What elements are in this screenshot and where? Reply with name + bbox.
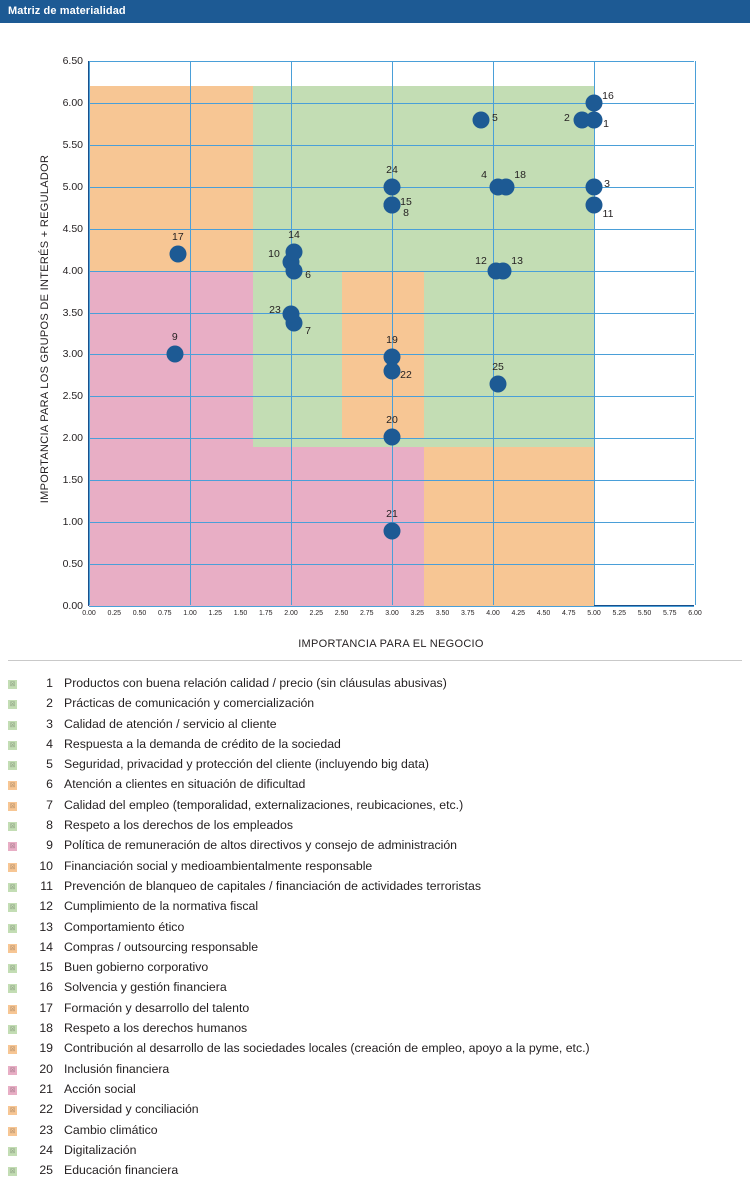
x-tick-label: 2.25: [309, 610, 324, 617]
gridline-vertical: [594, 61, 595, 605]
y-tick-label: 1.00: [62, 516, 83, 529]
legend-item-label: Digitalización: [64, 1142, 137, 1157]
x-tick-label: 1.50: [233, 610, 248, 617]
legend-item-number: 15: [39, 960, 53, 975]
data-point-label: 23: [269, 304, 281, 317]
legend-item-label: Diversidad y conciliación: [64, 1102, 199, 1117]
y-tick-label: 0.50: [62, 558, 83, 571]
data-point-label: 7: [305, 324, 311, 337]
legend-item: [8, 940, 742, 960]
legend-color-swatch-icon: ⊠: [9, 701, 16, 709]
legend-item-number: 13: [39, 919, 53, 934]
data-point[interactable]: [384, 522, 401, 539]
legend-color-swatch-icon: ⊠: [9, 1026, 16, 1034]
legend-color-swatch-icon: ⊠: [9, 965, 16, 973]
data-point-label: 10: [268, 248, 280, 261]
x-tick-label: 3.75: [460, 610, 475, 617]
x-tick-label: 2.50: [334, 610, 349, 617]
data-point[interactable]: [384, 428, 401, 445]
legend-item: [8, 1163, 742, 1183]
legend-item-number: 24: [39, 1142, 53, 1157]
y-tick-label: 6.00: [62, 96, 83, 109]
legend-item-label: Prácticas de comunicación y comercialización: [64, 696, 315, 711]
legend-item: [8, 1082, 742, 1102]
legend-item: [8, 717, 742, 737]
data-point-label: 19: [386, 333, 398, 346]
x-tick-label: 3.25: [410, 610, 425, 617]
legend-color-swatch-icon: ⊠: [9, 1046, 16, 1054]
legend-item: [8, 838, 742, 858]
legend-item: [8, 777, 742, 797]
data-point[interactable]: [586, 178, 603, 195]
legend-color-swatch-icon: ⊠: [9, 681, 16, 688]
data-point-label: 12: [475, 254, 487, 267]
data-point[interactable]: [498, 178, 515, 195]
legend-item-label: Prevención de blanqueo de capitales / financiación de actividades terroristas: [64, 878, 481, 893]
legend-item-label: Seguridad, privacidad y protección del cliente (incluyendo big data): [64, 757, 430, 772]
data-point-label: 11: [602, 208, 614, 221]
y-tick-label: 5.00: [62, 180, 83, 193]
y-tick-label: 2.50: [62, 390, 83, 403]
legend-list: [8, 676, 742, 1183]
legend-item-label: Respuesta a la demanda de crédito de la sociedad: [64, 736, 341, 751]
legend-item-label: Atención a clientes en situación de dificultad: [64, 777, 306, 792]
zone-orange-left: [89, 86, 253, 270]
x-tick-label: 5.75: [662, 610, 677, 617]
data-point[interactable]: [286, 244, 303, 261]
legend-item-number: 1: [46, 676, 53, 690]
x-tick-label: 3.50: [435, 610, 450, 617]
x-axis-title: IMPORTANCIA PARA EL NEGOCIO: [298, 638, 484, 650]
data-point-label: 3: [604, 177, 610, 190]
data-point[interactable]: [169, 245, 186, 262]
legend-color-swatch-icon: ⊠: [9, 1066, 16, 1074]
legend-color-swatch-icon: ⊠: [9, 843, 16, 851]
legend-item-number: 16: [39, 980, 53, 995]
plot-inner: [62, 55, 702, 617]
data-point[interactable]: [384, 363, 401, 380]
gridline-vertical: [190, 61, 191, 605]
x-tick-label: 2.75: [359, 610, 374, 617]
data-point-label: 18: [514, 168, 526, 181]
materiality-matrix-chart: [0, 23, 750, 663]
data-point-label: 8: [403, 207, 409, 220]
legend-color-swatch-icon: ⊠: [9, 802, 16, 810]
x-tick-label: 0.25: [107, 610, 122, 617]
legend-item-label: Formación y desarrollo del talento: [64, 1000, 250, 1015]
legend-item: [8, 1123, 742, 1143]
x-tick-label: 6.00: [688, 610, 702, 617]
legend-item-label: Productos con buena relación calidad / precio (sin cláusulas abusivas): [64, 676, 447, 690]
x-tick-label: 5.50: [637, 610, 652, 617]
legend-color-swatch-icon: ⊠: [9, 1107, 16, 1115]
data-point[interactable]: [586, 197, 603, 214]
legend-item-number: 8: [46, 818, 53, 833]
legend-item: [8, 899, 742, 919]
zone-orange-bottom: [424, 447, 594, 606]
x-tick-label: 0.75: [157, 610, 172, 617]
legend-color-swatch-icon: ⊠: [9, 1147, 16, 1155]
y-tick-label: 5.50: [62, 138, 83, 151]
legend-color-swatch-icon: ⊠: [9, 985, 16, 993]
x-tick-label: 0.00: [82, 610, 96, 617]
legend-color-swatch-icon: ⊠: [9, 762, 16, 770]
legend-item-label: Solvencia y gestión financiera: [64, 980, 227, 995]
legend-item-label: Calidad del empleo (temporalidad, externalizaciones, reubicaciones, etc.): [64, 797, 464, 812]
legend-color-swatch-icon: ⊠: [9, 1086, 16, 1094]
x-tick-label: 3.00: [385, 610, 399, 617]
data-point-label: 15: [400, 196, 412, 209]
page-title: Matriz de materialidad: [8, 5, 126, 17]
legend-item-number: 14: [39, 939, 53, 954]
legend-item: [8, 920, 742, 940]
legend-color-swatch-icon: ⊠: [9, 823, 16, 831]
legend-color-swatch-icon: ⊠: [9, 1005, 16, 1013]
data-point-label: 17: [172, 230, 184, 243]
x-tick-label: 5.25: [612, 610, 627, 617]
data-point-label: 2: [563, 111, 570, 124]
y-axis-title: IMPORTANCIA PARA LOS GRUPOS DE INTERÉS + REGULADOR: [39, 154, 51, 504]
legend-item-number: 17: [39, 1000, 53, 1015]
data-point[interactable]: [495, 262, 512, 279]
data-point[interactable]: [166, 346, 183, 363]
legend-item-label: Buen gobierno corporativo: [64, 960, 209, 975]
x-tick-label: 4.25: [511, 610, 526, 617]
data-point[interactable]: [384, 178, 401, 195]
legend-item-number: 18: [39, 1021, 53, 1036]
x-tick-label: 1.25: [208, 610, 223, 617]
legend-item-number: 23: [39, 1122, 53, 1137]
legend-item: [8, 1102, 742, 1122]
legend-item-label: Acción social: [64, 1081, 136, 1096]
data-point-label: 16: [602, 89, 614, 102]
legend-item-number: 3: [46, 716, 53, 731]
y-tick-label: 4.00: [62, 264, 83, 277]
plot-area: [62, 55, 702, 617]
data-point-label: 21: [386, 507, 398, 520]
legend-item: [8, 960, 742, 980]
gridline-horizontal: [89, 606, 694, 607]
data-point[interactable]: [384, 197, 401, 214]
gridline-vertical: [493, 61, 494, 605]
data-point-label: 22: [400, 369, 412, 382]
x-tick-label: 1.75: [258, 610, 273, 617]
legend-item: [8, 737, 742, 757]
legend-color-swatch-icon: ⊠: [9, 782, 16, 790]
legend-color-swatch-icon: ⊠: [9, 721, 16, 729]
x-tick-label: 1.00: [183, 610, 197, 617]
y-tick-label: 0.00: [62, 600, 83, 612]
data-point-label: 14: [288, 229, 300, 242]
y-tick-label: 4.50: [62, 222, 83, 235]
legend-divider: [8, 660, 742, 661]
legend-color-swatch-icon: ⊠: [9, 904, 16, 912]
legend-item-number: 7: [46, 797, 53, 812]
legend-item-number: 9: [46, 838, 53, 853]
legend-item-number: 11: [40, 878, 53, 893]
gridline-vertical: [291, 61, 292, 605]
legend-item-label: Educación financiera: [64, 1163, 179, 1178]
legend-color-swatch-icon: ⊠: [9, 1127, 16, 1135]
data-point[interactable]: [573, 111, 590, 128]
data-point[interactable]: [283, 306, 300, 323]
x-tick-label: 5.00: [587, 610, 601, 617]
legend-item: [8, 676, 742, 696]
data-point[interactable]: [490, 375, 507, 392]
legend-color-swatch-icon: ⊠: [9, 863, 16, 871]
legend-color-swatch-icon: ⊠: [9, 883, 16, 891]
legend-item: [8, 1001, 742, 1021]
legend-item: [8, 757, 742, 777]
y-tick-label: 2.00: [62, 432, 83, 445]
x-tick-label: 4.50: [536, 610, 551, 617]
panel-title-bar: [0, 0, 750, 23]
data-point[interactable]: [472, 111, 489, 128]
legend-color-swatch-icon: ⊠: [9, 741, 16, 749]
legend-item: [8, 798, 742, 818]
data-point-label: 20: [386, 413, 398, 426]
legend-item-number: 22: [39, 1102, 53, 1117]
legend-item: [8, 696, 742, 716]
legend-color-swatch-icon: ⊠: [9, 924, 16, 932]
data-point-label: 6: [305, 268, 311, 281]
legend-item: [8, 1143, 742, 1163]
legend-item: [8, 879, 742, 899]
legend-item-label: Cumplimiento de la normativa fiscal: [64, 899, 259, 914]
gridline-vertical: [89, 61, 90, 605]
legend-item-number: 5: [46, 757, 53, 772]
x-tick-label: 4.00: [486, 610, 500, 617]
legend-item-label: Contribución al desarrollo de las sociedades locales (creación de empleo, apoyo a la pyme, etc.): [64, 1041, 590, 1056]
legend-item: [8, 980, 742, 1000]
data-point-label: 9: [171, 331, 178, 344]
legend-item-number: 20: [39, 1061, 53, 1076]
data-point-label: 4: [481, 168, 487, 181]
y-tick-label: 3.00: [62, 348, 83, 361]
legend-item-label: Cambio climático: [64, 1122, 158, 1137]
data-point-label: 1: [603, 117, 609, 130]
legend-color-swatch-icon: ⊠: [9, 944, 16, 952]
legend-item-label: Política de remuneración de altos directivos y consejo de administración: [64, 838, 458, 853]
y-tick-label: 6.50: [62, 55, 83, 67]
data-point-label: 13: [511, 254, 523, 267]
legend-item-label: Comportamiento ético: [64, 919, 185, 934]
legend-item-number: 6: [46, 777, 53, 792]
legend-item: [8, 859, 742, 879]
data-point-label: 5: [491, 111, 498, 124]
x-tick-label: 4.75: [561, 610, 576, 617]
legend-item-number: 10: [39, 858, 53, 873]
legend-item-label: Financiación social y medioambientalmente responsable: [64, 858, 373, 873]
legend-item-label: Calidad de atención / servicio al cliente: [64, 716, 277, 731]
legend-color-swatch-icon: ⊠: [9, 1168, 16, 1176]
data-point[interactable]: [586, 94, 603, 111]
legend-item: [8, 1041, 742, 1061]
legend-item: [8, 1062, 742, 1082]
data-point-label: 25: [492, 360, 504, 373]
legend-item: [8, 1021, 742, 1041]
data-point-label: 24: [386, 163, 398, 176]
legend-item-number: 25: [39, 1163, 53, 1178]
legend-item-number: 21: [39, 1081, 53, 1096]
legend-item-number: 19: [39, 1041, 53, 1056]
legend-item-label: Compras / outsourcing responsable: [64, 939, 259, 954]
legend-item-number: 12: [39, 899, 53, 914]
legend-item-number: 2: [46, 696, 53, 711]
legend-item-label: Inclusión financiera: [64, 1061, 170, 1076]
legend-item-label: Respeto a los derechos de los empleados: [64, 818, 293, 833]
x-tick-label: 0.50: [132, 610, 147, 617]
legend-item-label: Respeto a los derechos humanos: [64, 1021, 248, 1036]
legend-item: [8, 818, 742, 838]
y-tick-label: 3.50: [62, 306, 83, 319]
x-tick-label: 2.00: [284, 610, 298, 617]
legend-item-number: 4: [46, 736, 53, 751]
gridline-vertical: [695, 61, 696, 605]
y-tick-label: 1.50: [62, 474, 83, 487]
